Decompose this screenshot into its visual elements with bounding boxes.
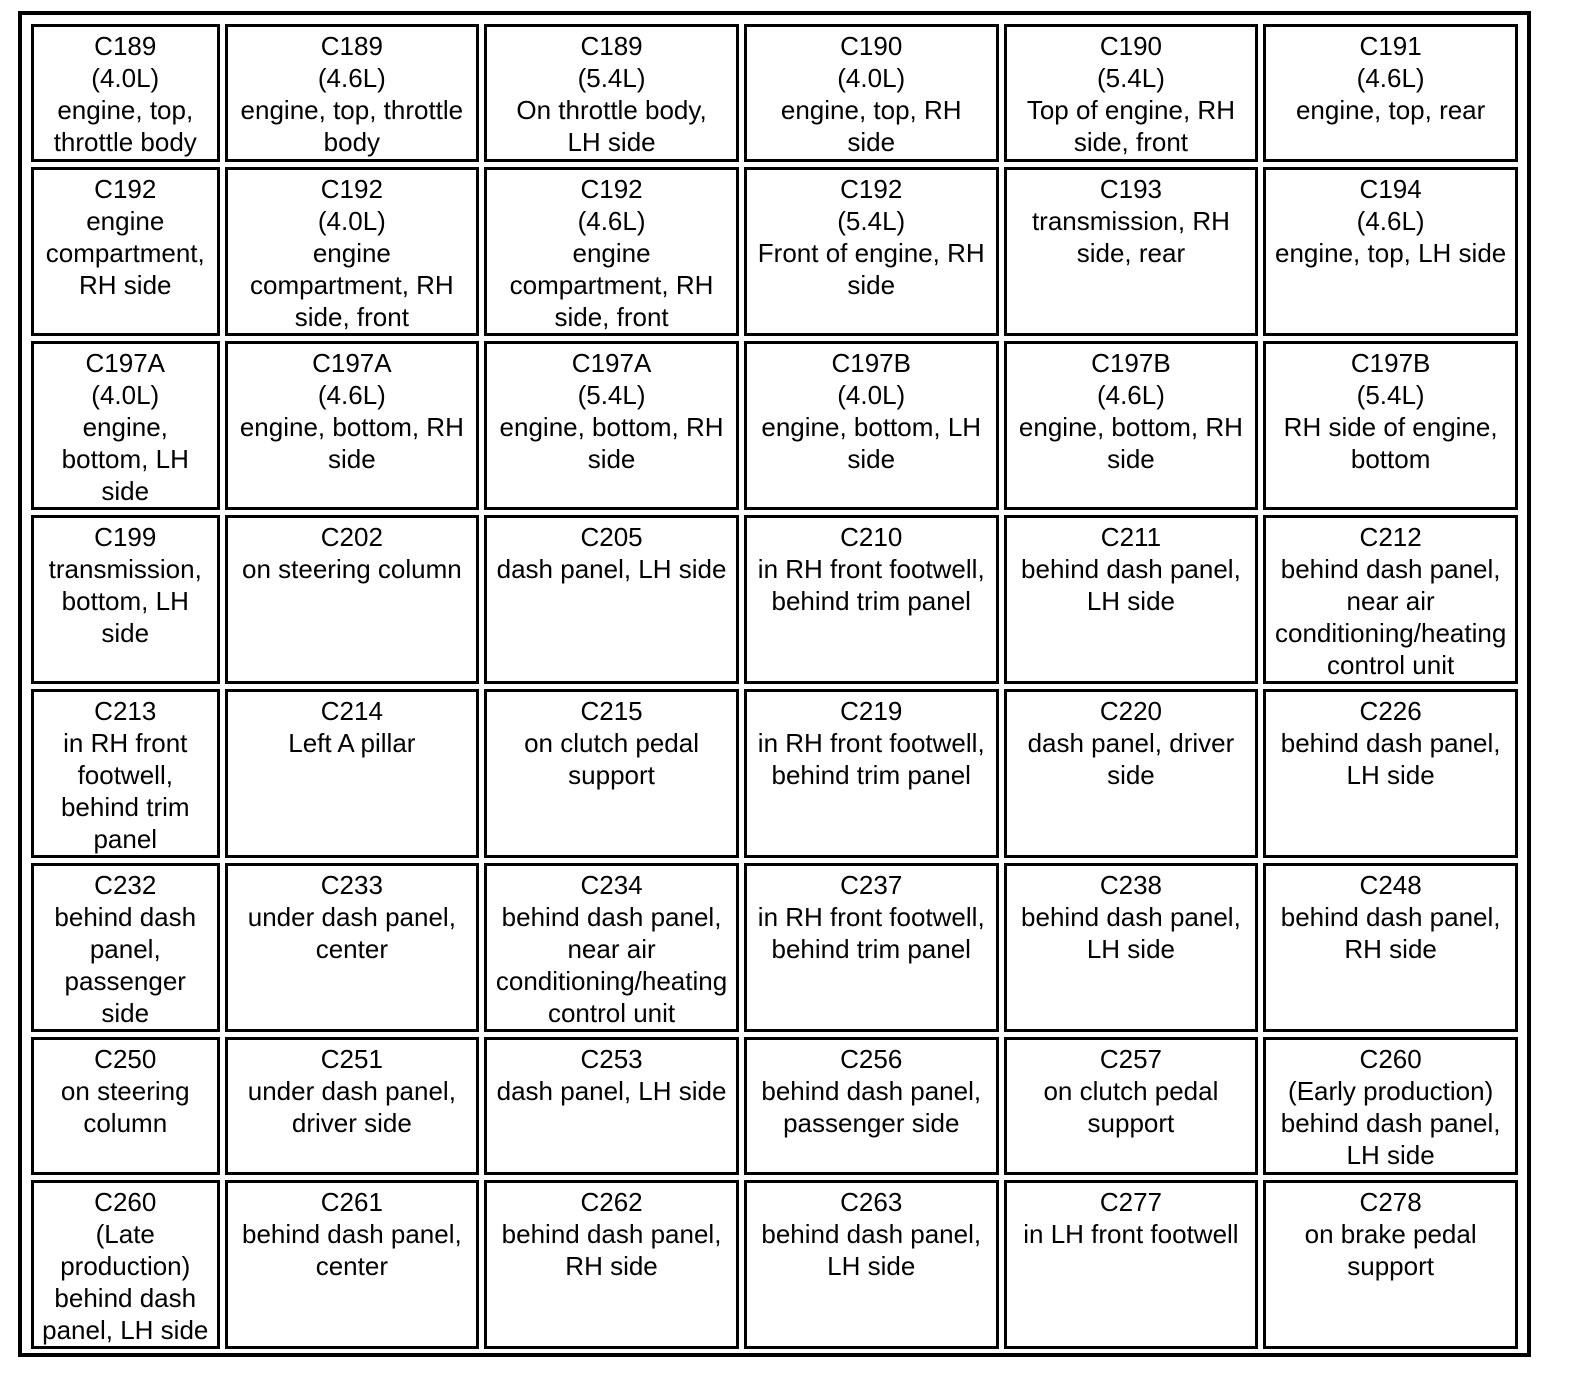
- cell-line: compartment,: [45, 238, 205, 268]
- cell-line: engine, bottom, RH: [1018, 412, 1243, 442]
- cell-line: (Early production): [1288, 1076, 1494, 1106]
- cell-line: C214: [320, 696, 383, 726]
- cell-line: behind dash panel,: [241, 1219, 462, 1249]
- cell-line: C210: [840, 522, 903, 552]
- cell-line: engine, top, RH: [780, 95, 962, 125]
- cell-line: (4.6L): [577, 206, 646, 236]
- cell-line: dash panel, LH side: [496, 1076, 727, 1106]
- cell-line: support: [568, 760, 655, 790]
- cell-line: C194: [1359, 174, 1422, 204]
- cell-line: engine, top, LH side: [1274, 238, 1507, 268]
- cell-line: C199: [94, 522, 157, 552]
- cell-line: side: [101, 998, 150, 1028]
- table-cell: [1263, 167, 1518, 336]
- cell-line: (4.6L): [1356, 63, 1425, 93]
- table-cell: [225, 24, 480, 162]
- cell-line: behind dash panel,: [761, 1219, 982, 1249]
- cell-line: near air: [567, 934, 656, 964]
- cell-line: support: [1087, 1108, 1175, 1138]
- cell-line: RH side: [79, 270, 172, 300]
- table-cell: [225, 1037, 480, 1175]
- cell-line: near air: [1346, 586, 1435, 616]
- cell-line: compartment, RH: [509, 270, 714, 300]
- cell-line: behind trim panel: [771, 586, 971, 616]
- cell-line: (4.0L): [91, 63, 160, 93]
- cell-line: Top of engine, RH: [1026, 95, 1235, 125]
- cell-line: panel: [93, 824, 158, 854]
- cell-line: in RH front: [63, 728, 188, 758]
- cell-line: C192: [320, 174, 383, 204]
- cell-line: on steering: [60, 1076, 190, 1106]
- cell-line: under dash panel,: [247, 1076, 456, 1106]
- cell-line: RH side: [565, 1251, 658, 1281]
- table-cell: [1263, 341, 1518, 510]
- table-cell: [744, 167, 999, 336]
- cell-line: C234: [580, 870, 643, 900]
- cell-line: C257: [1099, 1044, 1162, 1074]
- table-cell: [1263, 689, 1518, 858]
- cell-line: RH side: [1344, 934, 1437, 964]
- cell-line: C260: [94, 1187, 157, 1217]
- table-cell: [225, 515, 480, 684]
- cell-line: side, front: [1073, 127, 1188, 157]
- table-row: [31, 689, 1518, 858]
- cell-line: (5.4L): [837, 206, 906, 236]
- cell-line: C189: [580, 31, 643, 61]
- cell-line: C189: [320, 31, 383, 61]
- table-cell: [484, 515, 739, 684]
- table-cell: [484, 341, 739, 510]
- table-cell: [1263, 24, 1518, 162]
- table-row: [31, 341, 1518, 510]
- cell-line: side: [328, 444, 376, 474]
- table-cell: [31, 167, 220, 336]
- table-cell: [31, 1037, 220, 1175]
- cell-line: C213: [94, 696, 157, 726]
- cell-line: engine, top, rear: [1295, 95, 1486, 125]
- cell-line: side: [101, 476, 150, 506]
- cell-line: body: [323, 127, 381, 157]
- cell-line: C219: [840, 696, 903, 726]
- table-cell: [225, 341, 480, 510]
- cell-line: C197A: [571, 348, 652, 378]
- cell-line: C256: [840, 1044, 903, 1074]
- table-cell: [1004, 689, 1259, 858]
- table-cell: [484, 1037, 739, 1175]
- table-cell: [1004, 515, 1259, 684]
- table-cell: [744, 863, 999, 1032]
- table-row: [31, 1180, 1518, 1349]
- cell-line: behind dash panel,: [1280, 554, 1501, 584]
- cell-line: C197B: [1350, 348, 1431, 378]
- cell-line: RH side of engine,: [1283, 412, 1498, 442]
- cell-line: C226: [1359, 696, 1422, 726]
- table-cell: [225, 863, 480, 1032]
- cell-line: C260: [1359, 1044, 1422, 1074]
- cell-line: (5.4L): [1096, 63, 1165, 93]
- table-cell: [31, 341, 220, 510]
- cell-line: C248: [1359, 870, 1422, 900]
- table-cell: [1004, 341, 1259, 510]
- cell-line: column: [83, 1108, 168, 1138]
- cell-line: side, front: [554, 302, 669, 332]
- cell-line: (4.6L): [1356, 206, 1425, 236]
- table-cell: [31, 1180, 220, 1349]
- table-cell: [31, 689, 220, 858]
- cell-line: (4.0L): [837, 63, 906, 93]
- cell-line: transmission, RH: [1031, 206, 1230, 236]
- cell-line: dash panel, LH side: [496, 554, 727, 584]
- cell-line: behind dash panel,: [501, 1219, 722, 1249]
- cell-line: C262: [580, 1187, 643, 1217]
- table-body: [31, 24, 1518, 1349]
- cell-line: in RH front footwell,: [757, 554, 985, 584]
- cell-line: C263: [840, 1187, 903, 1217]
- cell-line: (Late: [95, 1219, 155, 1249]
- cell-line: (4.6L): [1096, 380, 1165, 410]
- cell-line: bottom, LH: [61, 586, 189, 616]
- cell-line: conditioning/heating: [495, 966, 728, 996]
- cell-line: in RH front footwell,: [757, 902, 985, 932]
- cell-line: on clutch pedal: [524, 728, 699, 758]
- cell-line: panel,: [89, 934, 161, 964]
- table-cell: [484, 1180, 739, 1349]
- cell-line: behind trim panel: [771, 934, 971, 964]
- cell-line: under dash panel,: [247, 902, 456, 932]
- cell-line: (5.4L): [577, 63, 646, 93]
- cell-line: engine, top,: [57, 95, 194, 125]
- connector-location-table-frame: [18, 11, 1531, 1357]
- cell-line: C191: [1359, 31, 1422, 61]
- table-cell: [484, 863, 739, 1032]
- cell-line: LH side: [1086, 586, 1175, 616]
- cell-line: side: [587, 444, 636, 474]
- table-row: [31, 515, 1518, 684]
- cell-line: C189: [94, 31, 157, 61]
- cell-line: in LH front footwell: [1023, 1219, 1239, 1249]
- table-row: [31, 863, 1518, 1032]
- cell-line: C220: [1099, 696, 1162, 726]
- cell-line: C192: [840, 174, 903, 204]
- cell-line: C192: [580, 174, 643, 204]
- cell-line: LH side: [1346, 760, 1435, 790]
- cell-line: behind dash: [54, 1283, 197, 1313]
- table-row: [31, 167, 1518, 336]
- cell-line: C251: [320, 1044, 383, 1074]
- cell-line: (4.6L): [317, 63, 386, 93]
- cell-line: center: [315, 934, 388, 964]
- cell-line: (4.0L): [837, 380, 906, 410]
- cell-line: C197A: [312, 348, 392, 378]
- cell-line: (5.4L): [1356, 380, 1425, 410]
- cell-line: support: [1347, 1251, 1434, 1281]
- cell-line: throttle body: [53, 127, 197, 157]
- cell-line: C261: [320, 1187, 383, 1217]
- cell-line: (5.4L): [577, 380, 646, 410]
- table-cell: [484, 167, 739, 336]
- table-cell: [744, 341, 999, 510]
- cell-line: side: [847, 444, 896, 474]
- table-cell: [1004, 863, 1259, 1032]
- cell-line: C202: [320, 522, 383, 552]
- table-cell: [744, 689, 999, 858]
- cell-line: dash panel, driver: [1027, 728, 1235, 758]
- cell-line: behind dash panel,: [1021, 902, 1241, 932]
- cell-line: engine: [86, 206, 165, 236]
- cell-line: C205: [580, 522, 643, 552]
- cell-line: side: [1107, 760, 1155, 790]
- cell-line: C232: [94, 870, 157, 900]
- cell-line: on steering column: [242, 554, 462, 584]
- table-cell: [484, 24, 739, 162]
- cell-line: on clutch pedal: [1043, 1076, 1219, 1106]
- table-cell: [1263, 515, 1518, 684]
- cell-line: engine, bottom, RH: [239, 412, 464, 442]
- table-cell: [225, 689, 480, 858]
- cell-line: production): [60, 1251, 191, 1281]
- cell-line: (4.6L): [317, 380, 386, 410]
- cell-line: transmission,: [48, 554, 202, 584]
- cell-line: LH side: [567, 127, 656, 157]
- table-cell: [1263, 1180, 1518, 1349]
- cell-line: compartment, RH: [249, 270, 454, 300]
- cell-line: C197A: [85, 348, 165, 378]
- table-cell: [744, 1180, 999, 1349]
- table-cell: [1004, 1037, 1259, 1175]
- cell-line: side: [1107, 444, 1155, 474]
- cell-line: C211: [1100, 522, 1162, 552]
- cell-line: C238: [1099, 870, 1162, 900]
- table-cell: [31, 515, 220, 684]
- cell-line: behind dash panel,: [1280, 728, 1501, 758]
- table-row: [31, 24, 1518, 162]
- cell-line: C233: [320, 870, 383, 900]
- cell-line: passenger side: [783, 1108, 960, 1138]
- table-cell: [1004, 24, 1259, 162]
- cell-line: behind dash panel,: [1280, 1108, 1501, 1138]
- cell-line: On throttle body,: [516, 95, 707, 125]
- table-cell: [31, 24, 220, 162]
- cell-line: behind trim panel: [771, 760, 971, 790]
- cell-line: passenger: [64, 966, 186, 996]
- cell-line: side: [847, 127, 896, 157]
- cell-line: C212: [1359, 522, 1422, 552]
- cell-line: Left A pillar: [288, 728, 416, 758]
- cell-line: center: [315, 1251, 388, 1281]
- table-cell: [31, 863, 220, 1032]
- cell-line: (4.0L): [91, 380, 160, 410]
- table-cell: [744, 24, 999, 162]
- cell-line: control unit: [547, 998, 676, 1028]
- cell-line: C192: [94, 174, 157, 204]
- cell-line: bottom: [1350, 444, 1431, 474]
- cell-line: side: [101, 618, 150, 648]
- table-cell: [225, 167, 480, 336]
- cell-line: engine: [312, 238, 391, 268]
- table-cell: [484, 689, 739, 858]
- table-cell: [1004, 1180, 1259, 1349]
- cell-line: behind dash panel,: [1021, 554, 1241, 584]
- cell-line: C278: [1359, 1187, 1422, 1217]
- cell-line: engine, bottom, LH: [761, 412, 982, 442]
- cell-line: conditioning/heating: [1274, 618, 1507, 648]
- cell-line: LH side: [1346, 1140, 1435, 1170]
- cell-line: side: [847, 270, 896, 300]
- cell-line: behind dash: [54, 902, 197, 932]
- cell-line: engine: [572, 238, 651, 268]
- table-cell: [1263, 863, 1518, 1032]
- cell-line: behind dash panel,: [1280, 902, 1501, 932]
- cell-line: behind dash panel,: [501, 902, 722, 932]
- cell-line: C253: [580, 1044, 643, 1074]
- cell-line: C193: [1099, 174, 1162, 204]
- cell-line: engine, bottom, RH: [499, 412, 724, 442]
- table-cell: [1263, 1037, 1518, 1175]
- cell-line: C190: [840, 31, 903, 61]
- cell-line: C197B: [831, 348, 911, 378]
- table-cell: [225, 1180, 480, 1349]
- table-cell: [744, 1037, 999, 1175]
- connector-location-table: [26, 19, 1523, 1354]
- cell-line: LH side: [827, 1251, 916, 1281]
- table-cell: [744, 515, 999, 684]
- cell-line: C237: [840, 870, 903, 900]
- cell-line: driver side: [291, 1108, 412, 1138]
- cell-line: C197B: [1091, 348, 1171, 378]
- cell-line: (4.0L): [317, 206, 386, 236]
- table-row: [31, 1037, 1518, 1175]
- cell-line: behind trim: [60, 792, 190, 822]
- cell-line: engine,: [82, 412, 168, 442]
- cell-line: C277: [1099, 1187, 1162, 1217]
- cell-line: side, rear: [1076, 238, 1186, 268]
- cell-line: Front of engine, RH: [757, 238, 985, 268]
- cell-line: C190: [1099, 31, 1162, 61]
- cell-line: footwell,: [77, 760, 173, 790]
- cell-line: in RH front footwell,: [757, 728, 985, 758]
- cell-line: panel, LH side: [42, 1315, 209, 1345]
- cell-line: side, front: [294, 302, 409, 332]
- cell-line: control unit: [1327, 650, 1455, 680]
- cell-line: on brake pedal: [1304, 1219, 1477, 1249]
- cell-line: C250: [94, 1044, 157, 1074]
- table-cell: [1004, 167, 1259, 336]
- cell-line: behind dash panel,: [761, 1076, 982, 1106]
- cell-line: C215: [580, 696, 643, 726]
- cell-line: bottom, LH: [61, 444, 189, 474]
- cell-line: LH side: [1086, 934, 1175, 964]
- cell-line: engine, top, throttle: [240, 95, 464, 125]
